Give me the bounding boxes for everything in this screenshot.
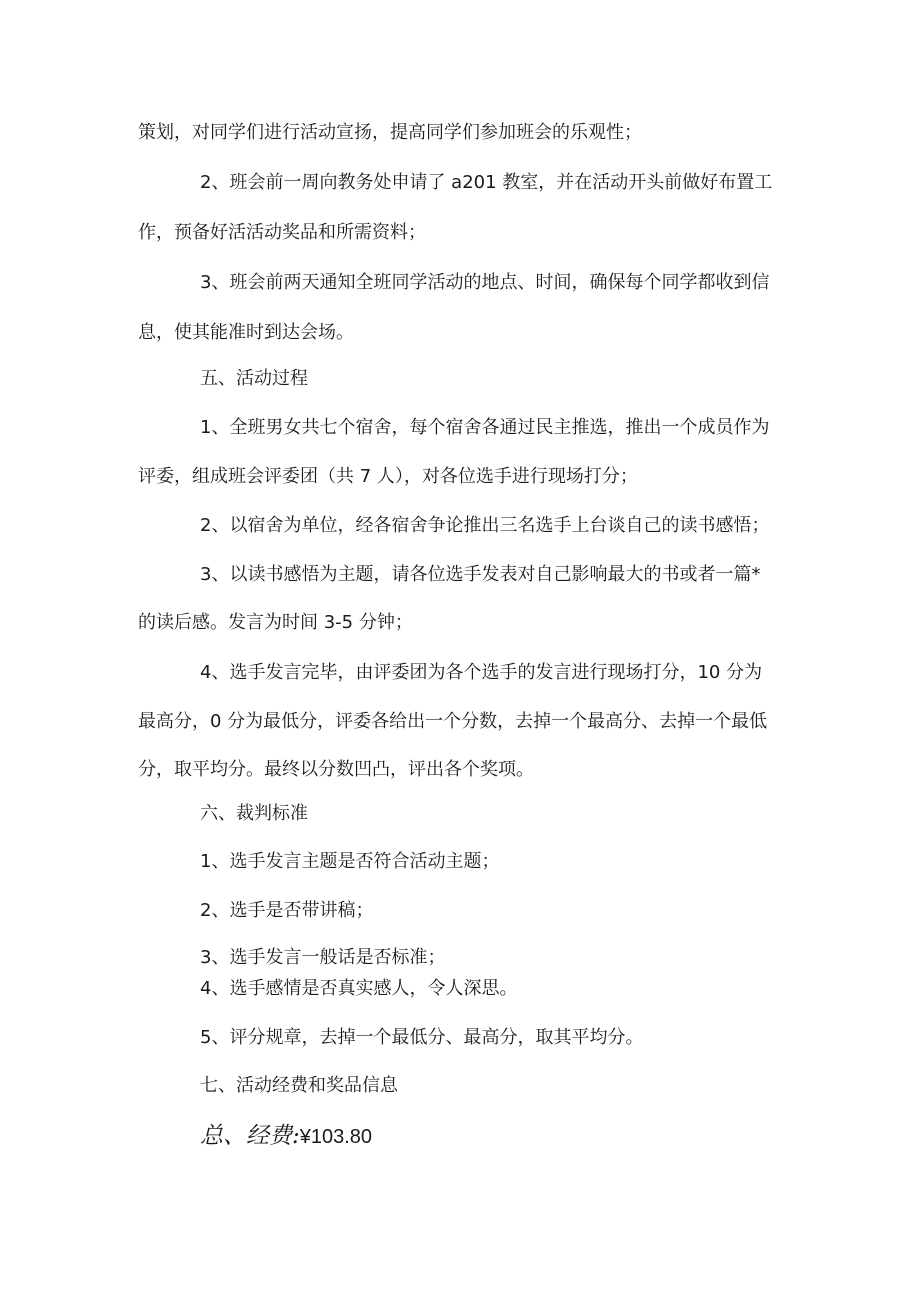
paragraph-line: 息，使其能准时到达会场。 (138, 322, 354, 343)
list-item: 4、选手感情是否真实感人，令人深思。 (200, 978, 518, 999)
list-item: 3、选手发言一般话是否标准； (200, 947, 446, 968)
paragraph-line: 3、以读书感悟为主题，请各位选手发表对自己影响最大的书或者一篇* (200, 564, 761, 585)
section-heading: 五、活动过程 (200, 368, 308, 389)
section-heading: 七、活动经费和奖品信息 (200, 1075, 398, 1096)
total-label: 总、经费: (200, 1123, 300, 1149)
paragraph-line: 策划，对同学们进行活动宣扬，提高同学们参加班会的乐观性； (138, 122, 642, 143)
paragraph-line: 4、选手发言完毕，由评委团为各个选手的发言进行现场打分，10 分为 (200, 662, 763, 683)
paragraph-line: 2、班会前一周向教务处申请了 a201 教室，并在活动开头前做好布置工 (200, 172, 773, 193)
section-heading: 六、裁判标准 (200, 803, 308, 824)
paragraph-line: 2、以宿舍为单位，经各宿舍争论推出三名选手上台谈自己的读书感悟； (200, 515, 770, 536)
paragraph-line: 最高分，0 分为最低分，评委各给出一个分数，去掉一个最高分、去掉一个最低 (138, 711, 768, 732)
total-expense (200, 1121, 372, 1152)
paragraph-line: 作，预备好活活动奖品和所需资料； (138, 222, 426, 243)
paragraph-line: 1、全班男女共七个宿舍，每个宿舍各通过民主推选，推出一个成员作为 (200, 417, 770, 438)
total-amount: ¥103.80 (299, 1126, 373, 1148)
list-item: 5、评分规章，去掉一个最低分、最高分，取其平均分。 (200, 1027, 644, 1048)
paragraph-line: 分，取平均分。最终以分数凹凸，评出各个奖项。 (138, 759, 534, 780)
paragraph-line: 的读后感。发言为时间 3-5 分钟； (138, 612, 413, 633)
paragraph-line: 3、班会前两天通知全班同学活动的地点、时间，确保每个同学都收到信 (200, 272, 770, 293)
list-item: 2、选手是否带讲稿； (200, 900, 374, 921)
list-item: 1、选手发言主题是否符合活动主题； (200, 851, 500, 872)
paragraph-line: 评委，组成班会评委团（共 7 人），对各位选手进行现场打分； (138, 466, 638, 487)
